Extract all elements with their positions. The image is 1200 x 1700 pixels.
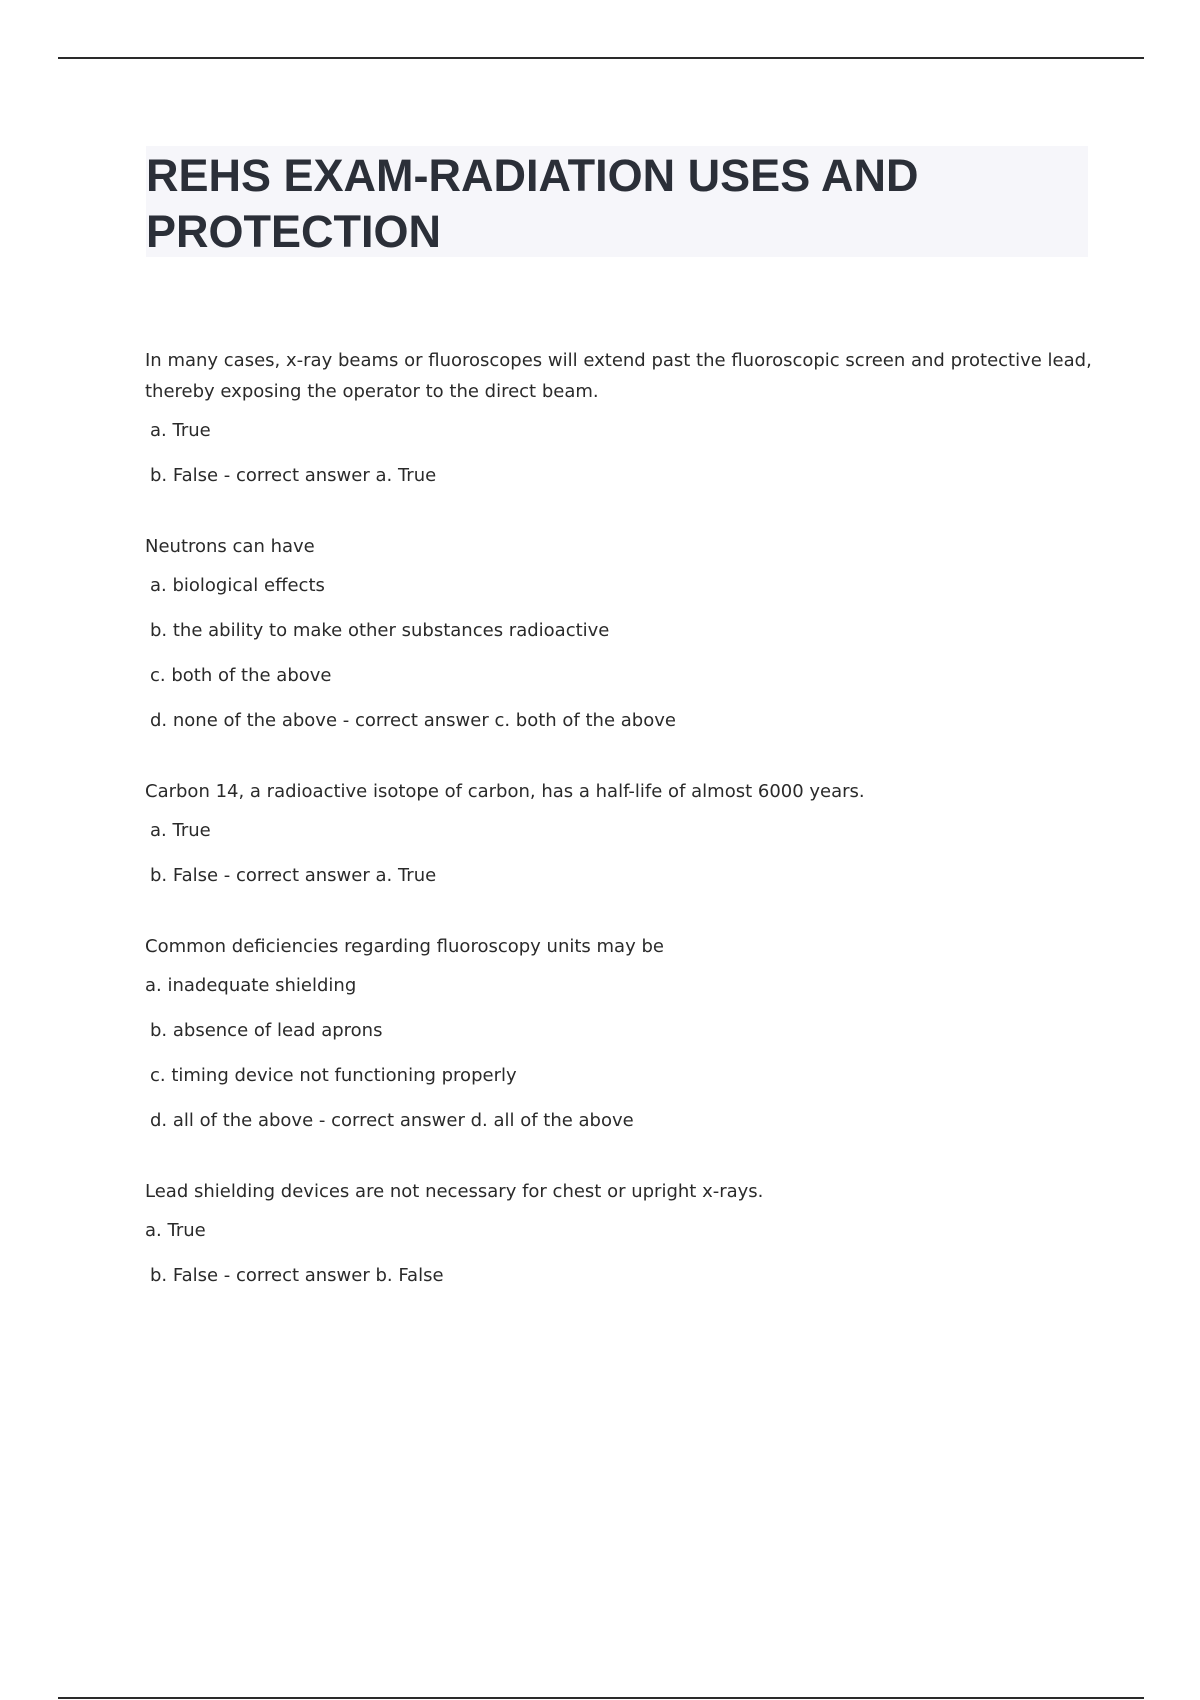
answer-option: a. True xyxy=(150,420,211,441)
question-item xyxy=(145,776,1095,887)
answer-option: d. none of the above - correct answer c. both of the above xyxy=(150,710,676,731)
question-list xyxy=(145,345,1095,1331)
document-title: REHS EXAM-RADIATION USES AND PROTECTION xyxy=(146,150,919,257)
answer-option: a. biological effects xyxy=(150,575,325,596)
answer-option: a. True xyxy=(150,820,211,841)
bottom-divider xyxy=(58,1697,1144,1699)
question-item xyxy=(145,531,1095,732)
answer-option: b. absence of lead aprons xyxy=(150,1020,383,1041)
question-text: Neutrons can have xyxy=(145,536,315,557)
question-item xyxy=(145,931,1095,1132)
top-divider xyxy=(58,57,1144,59)
question-text: In many cases, x-ray beams or fluoroscopes will extend past the fluoroscopic screen and protective lead, thereby exposing the operator to the direct beam. xyxy=(145,350,1092,402)
question-item xyxy=(145,1176,1095,1287)
answer-option: a. True xyxy=(145,1220,206,1241)
answer-option: c. both of the above xyxy=(150,665,332,686)
answer-option: b. False - correct answer b. False xyxy=(150,1265,444,1286)
question-item xyxy=(145,345,1095,487)
answer-option: d. all of the above - correct answer d. all of the above xyxy=(150,1110,634,1131)
question-text: Carbon 14, a radioactive isotope of carbon, has a half-life of almost 6000 years. xyxy=(145,781,865,802)
answer-option: b. False - correct answer a. True xyxy=(150,865,437,886)
question-text: Common deficiencies regarding fluoroscopy units may be xyxy=(145,936,664,957)
answer-option: c. timing device not functioning properly xyxy=(150,1065,517,1086)
answer-option: a. inadequate shielding xyxy=(145,975,357,996)
answer-option: b. False - correct answer a. True xyxy=(150,465,437,486)
title-banner xyxy=(146,146,1088,257)
question-text: Lead shielding devices are not necessary for chest or upright x-rays. xyxy=(145,1181,764,1202)
answer-option: b. the ability to make other substances radioactive xyxy=(150,620,610,641)
